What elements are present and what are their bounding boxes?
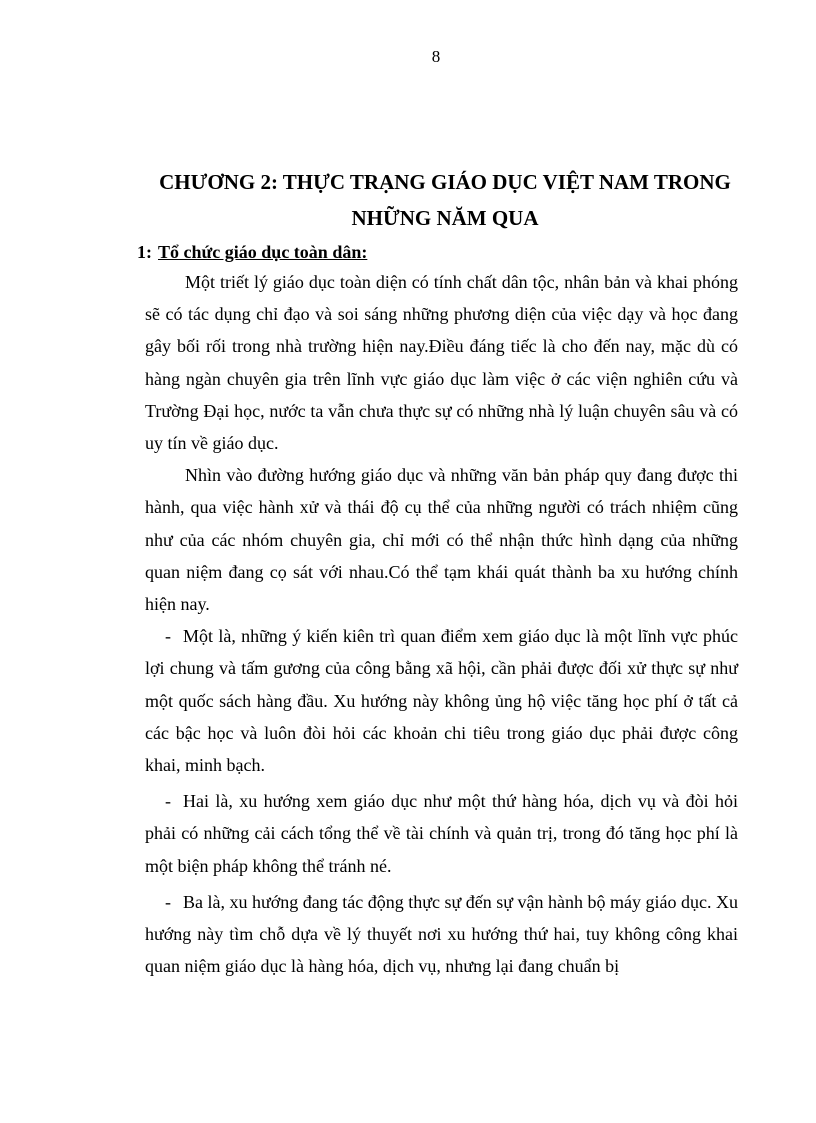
- bullet-marker: -: [165, 626, 171, 647]
- page-number: 8: [431, 47, 441, 66]
- body-text: [145, 266, 738, 986]
- bullet-text: Hai là, xu hướng xem giáo dục như một thứ hàng hóa, dịch vụ và đòi hỏi phải có những cải cách tổng thể về tài chính và quản trị, trong đó tăng học phí là một biện pháp không thể tránh né.: [145, 791, 738, 876]
- bullet-marker: -: [165, 791, 171, 812]
- section-heading: [137, 239, 367, 265]
- bullet-text: Ba là, xu hướng đang tác động thực sự đến sự vận hành bộ máy giáo dục. Xu hướng này tìm chỗ dựa về lý thuyết nơi xu hướng thứ hai, tuy không công khai quan niệm giáo dục là hàng hóa, dịch vụ, nhưng lại đang chuẩn bị: [145, 891, 738, 977]
- bullet-text: Một là, những ý kiến kiên trì quan điểm xem giáo dục là một lĩnh vực phúc lợi chung và tấm gương của công bằng xã hội, cần phải được đối xử thực sự như một quốc sách hàng đầu. Xu hướng này không ủng hộ việc tăng học phí ở tất cả các bậc học và luôn đòi hỏi các khoản chi tiêu trong giáo dục phải được công khai, minh bạch.: [145, 626, 738, 776]
- bullet-item-3: [145, 886, 738, 983]
- bullet-item-1: [145, 620, 738, 781]
- section-title: Tổ chức giáo dục toàn dân:: [158, 242, 368, 262]
- section-number: 1:: [137, 242, 152, 262]
- paragraph-2: Nhìn vào đường hướng giáo dục và những văn bản pháp quy đang được thi hành, qua việc hành xử và thái độ cụ thể của những người có trách nhiệm cũng như của các nhóm chuyên gia, chỉ mới có thể nhận thức hình dạng của những quan niệm đang cọ sát với nhau.Có thể tạm khái quát thành ba xu hướng chính hiện nay.: [145, 465, 738, 615]
- bullet-marker: -: [165, 891, 171, 912]
- paragraph-1: Một triết lý giáo dục toàn diện có tính chất dân tộc, nhân bản và khai phóng sẽ có tác dụng chỉ đạo và soi sáng những phương diện của việc dạy và học đang gây bối rối trong nhà trường hiện nay.Điều đáng tiếc là cho đến nay, mặc dù có hàng ngàn chuyên gia trên lĩnh vực giáo dục làm việc ở các viện nghiên cứu và Trường Đại học, nước ta vẫn chưa thực sự có những nhà lý luận chuyên sâu và có uy tín về giáo dục.: [145, 272, 738, 454]
- chapter-title: CHƯƠNG 2: THỰC TRẠNG GIÁO DỤC VIỆT NAM TRONG NHỮNG NĂM QUA: [159, 170, 731, 230]
- bullet-item-2: [145, 785, 738, 882]
